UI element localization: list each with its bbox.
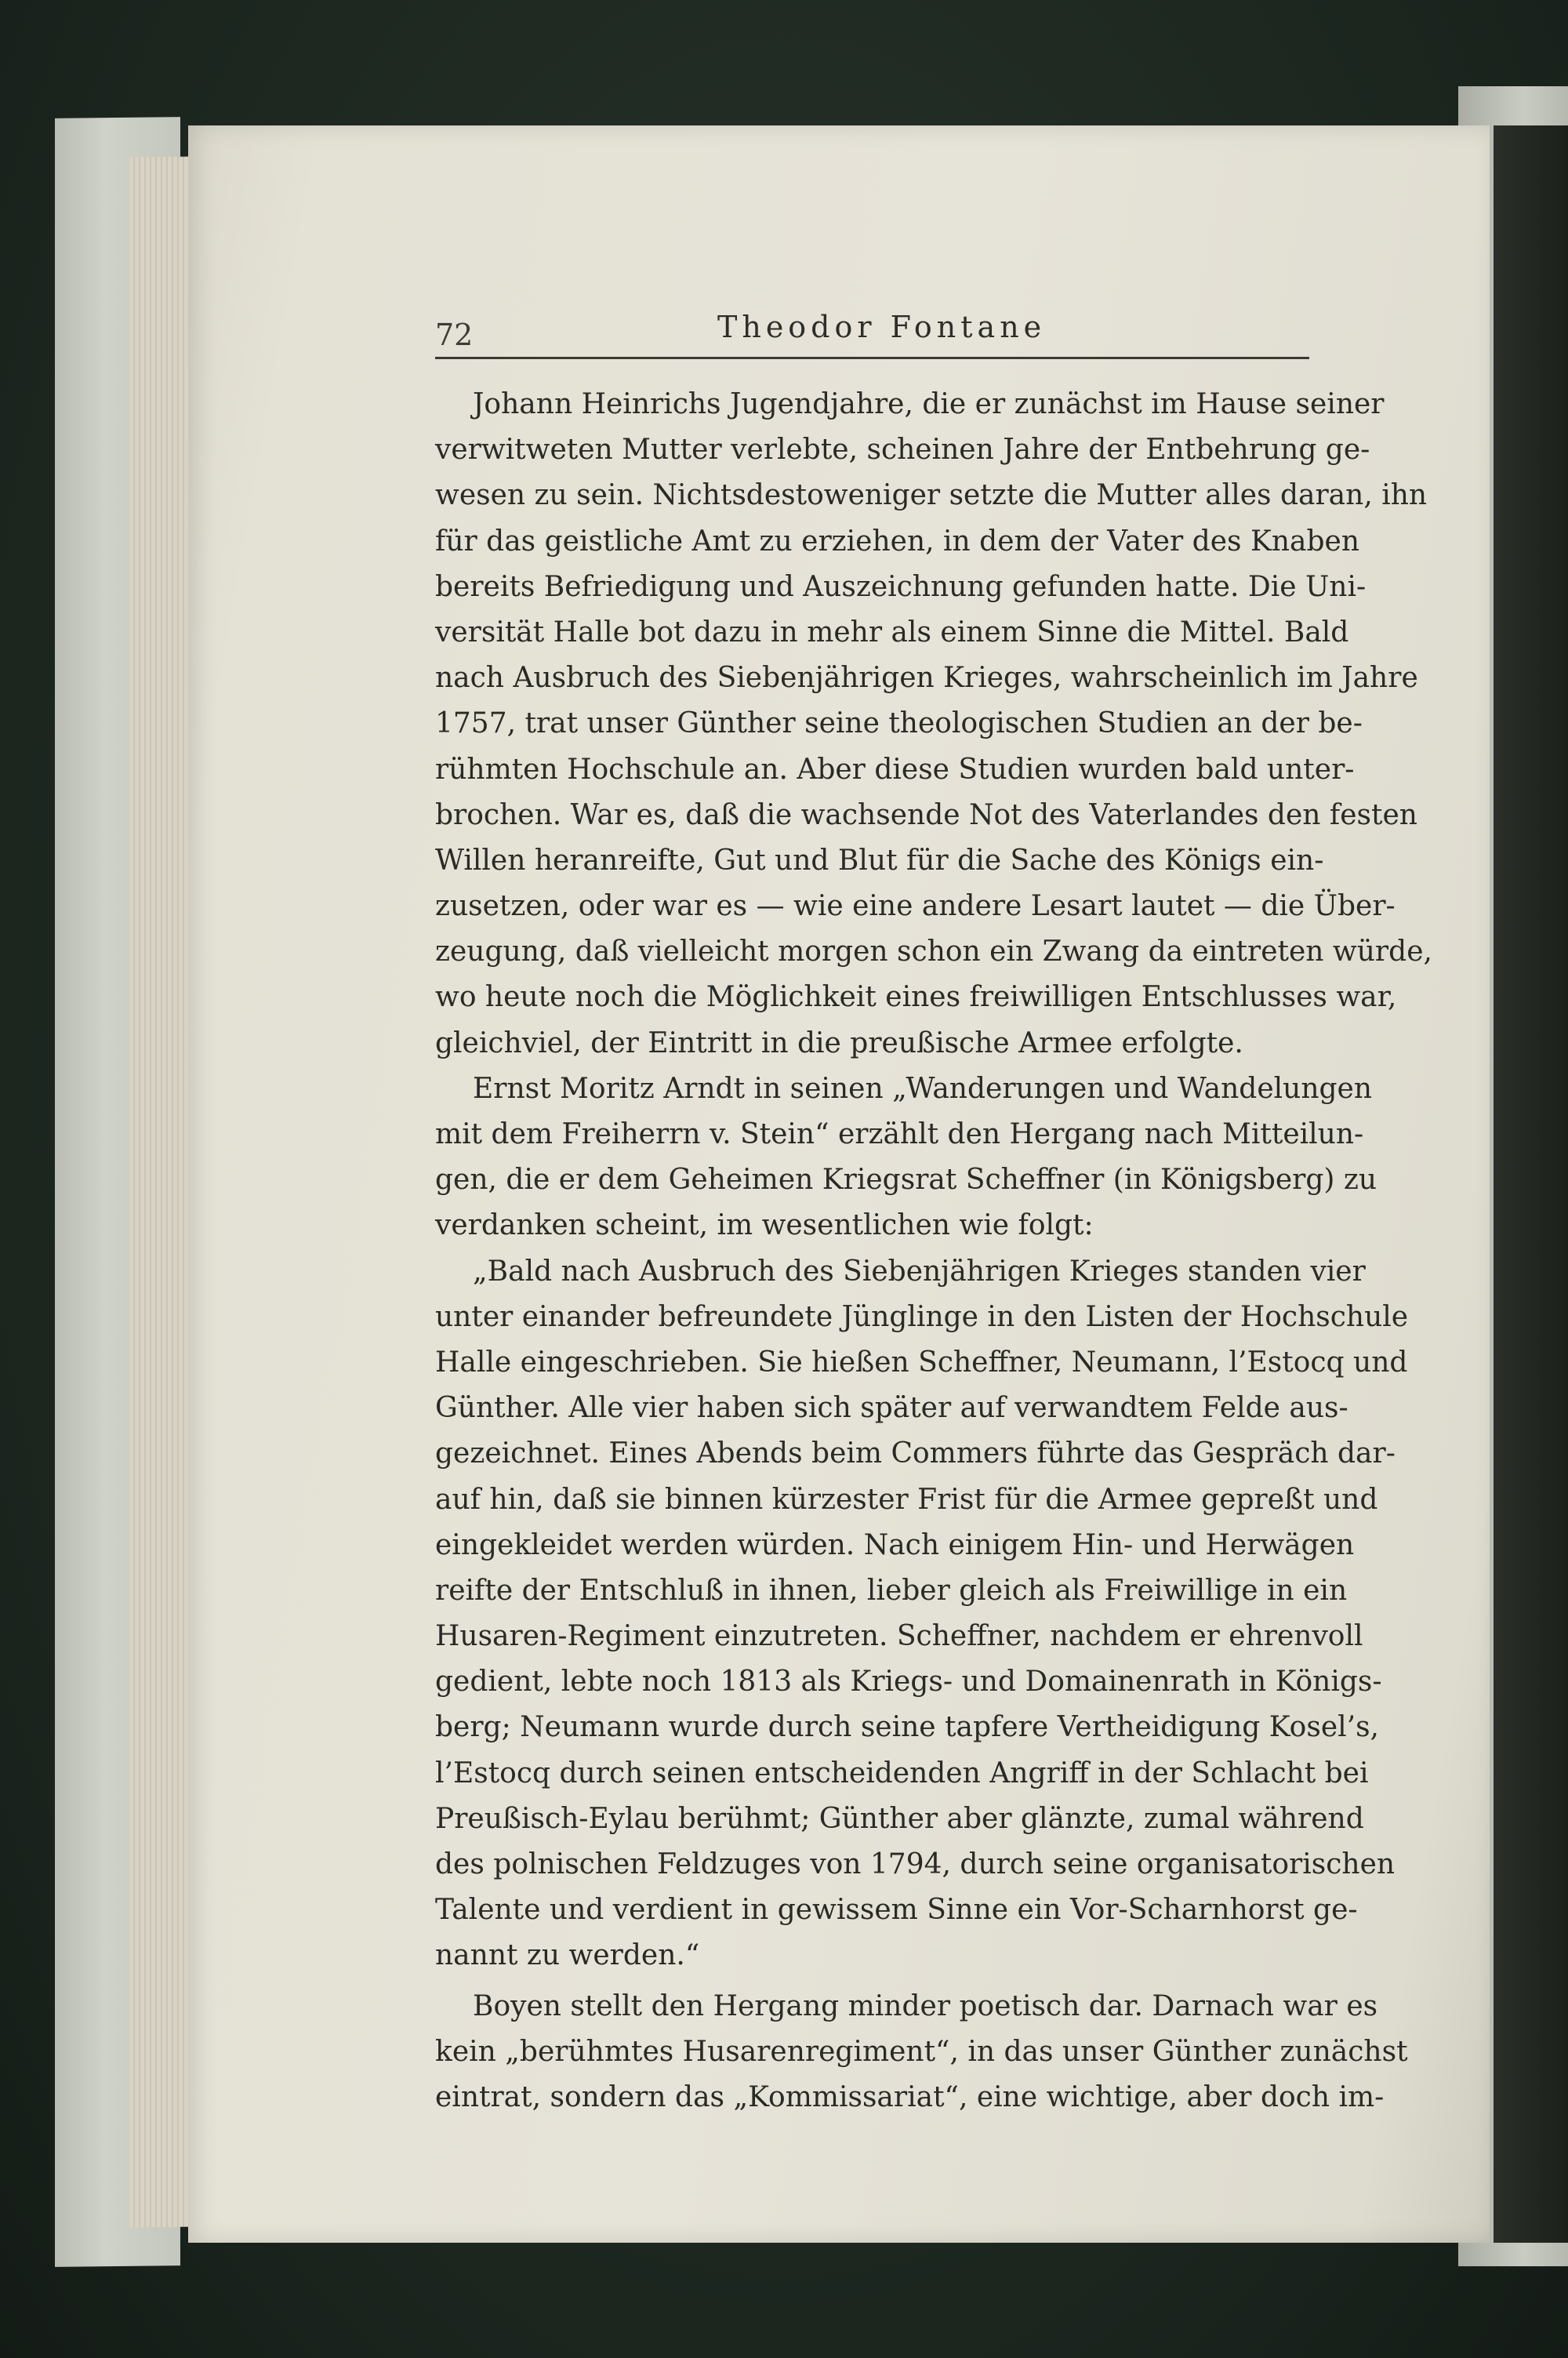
text-line: für das geistliche Amt zu erziehen, in dem der Vater des Knaben [435, 525, 1360, 558]
text-line: Halle eingeschrieben. Sie hießen Scheffner, Neumann, l’Estocq und [435, 1346, 1408, 1379]
text-line: reifte der Entschluß in ihnen, lieber gleich als Freiwillige in ein [435, 1574, 1348, 1607]
text-line: gezeichnet. Eines Abends beim Commers führte das Gespräch dar- [435, 1437, 1396, 1470]
text-line: wesen zu sein. Nichtsdestoweniger setzte die Mutter alles daran, ihn [435, 479, 1428, 512]
page-number: 72 [435, 318, 474, 352]
text-line: bereits Befriedigung und Auszeichnung gefunden hatte. Die Uni- [435, 570, 1367, 603]
text-line: des polnischen Feldzuges von 1794, durch seine organisatorischen [435, 1848, 1396, 1880]
text-line: auf hin, daß sie binnen kürzester Frist für die Armee gepreßt und [435, 1483, 1378, 1516]
text-line: berg; Neumann wurde durch seine tapfere Vertheidigung Kosel’s, [435, 1711, 1379, 1744]
text-line: rühmten Hochschule an. Aber diese Studien wurden bald unter- [435, 753, 1355, 786]
text-line: nach Ausbruch des Siebenjährigen Krieges, wahrscheinlich im Jahre [435, 662, 1418, 695]
book-spine-shadow [1494, 125, 1568, 2243]
text-line: Willen heranreifte, Gut und Blut für die Sache des Königs ein- [435, 844, 1324, 877]
text-line: gleichviel, der Eintritt in die preußische Armee erfolgte. [435, 1026, 1243, 1059]
text-line: Husaren-Regiment einzutreten. Scheffner, nachdem er ehrenvoll [435, 1620, 1363, 1653]
body-text [435, 382, 1432, 2120]
text-line: Ernst Moritz Arndt in seinen „Wanderungen und Wandelungen [473, 1072, 1373, 1105]
text-line: unter einander befreundete Jünglinge in den Listen der Hochschule [435, 1300, 1409, 1333]
text-line: nannt zu werden.“ [435, 1939, 700, 1972]
text-line: Johann Heinrichs Jugendjahre, die er zunächst im Hause seiner [473, 388, 1385, 420]
text-line: Talente und verdient in gewissem Sinne ein Vor-Scharnhorst ge- [435, 1894, 1358, 1927]
text-line: eingekleidet werden würden. Nach einigem Hin- und Herwägen [435, 1528, 1355, 1561]
text-line: gen, die er dem Geheimen Kriegsrat Scheffner (in Königsberg) zu [435, 1164, 1377, 1197]
text-line: mit dem Freiherrn v. Stein“ erzählt den Hergang nach Mitteilun- [435, 1118, 1364, 1150]
text-line: „Bald nach Ausbruch des Siebenjährigen Krieges standen vier [473, 1255, 1366, 1288]
text-line: kein „berühmtes Husarenregiment“, in das unser Günther zunächst [435, 2035, 1408, 2068]
text-line: zeugung, daß vielleicht morgen schon ein Zwang da eintreten würde, [435, 936, 1432, 968]
running-head: Theodor Fontane [717, 310, 1047, 344]
text-line: zusetzen, oder war es — wie eine andere Lesart lautet — die Über- [435, 890, 1396, 923]
text-line: gedient, lebte noch 1813 als Kriegs- und Domainenrath in Königs- [435, 1666, 1382, 1699]
text-line: 1757, trat unser Günther seine theologischen Studien an der be- [435, 707, 1363, 740]
text-line: Preußisch-Eylau berühmt; Günther aber glänzte, zumal während [435, 1802, 1364, 1835]
text-line: verdanken scheint, im wesentlichen wie folgt: [435, 1209, 1094, 1242]
text-line: wo heute noch die Möglichkeit eines freiwilligen Entschlusses war, [435, 981, 1397, 1014]
text-line: brochen. War es, daß die wachsende Not des Vaterlandes den festen [435, 798, 1417, 831]
text-line: verwitweten Mutter verlebte, scheinen Jahre der Entbehrung ge- [435, 434, 1370, 467]
text-line: versität Halle bot dazu in mehr als einem Sinne die Mittel. Bald [435, 616, 1349, 649]
page-header [435, 310, 1309, 359]
text-line: Boyen stellt den Hergang minder poetisch dar. Darnach war es [473, 1989, 1378, 2022]
text-line: l’Estocq durch seinen entscheidenden Angriff in der Schlacht bei [435, 1757, 1369, 1789]
text-line: eintrat, sondern das „Kommissariat“, eine wichtige, aber doch im- [435, 2080, 1385, 2113]
text-line: Günther. Alle vier haben sich später auf verwandtem Felde aus- [435, 1392, 1348, 1425]
